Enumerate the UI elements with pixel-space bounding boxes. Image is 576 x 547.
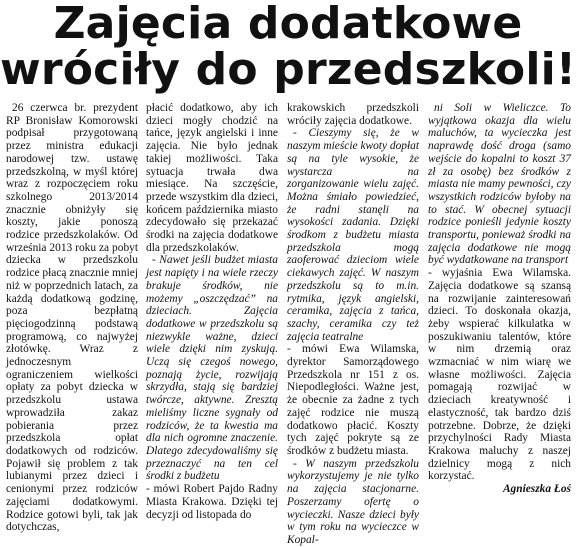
article-column-1 (6, 102, 138, 534)
quote-paragraph: ni Soli w Wieliczce. To wyjątkowa okazja dla wielu maluchów, ta wycieczka jest naprawdę dość droga (samo wejście do kopalni to koszt 37 zł za osobę) bez środków z miasta nie mamy pewności, czy wszystkich rodziców byłoby na to stać. W obecnej sytuacji rodzice ponieśli jedynie koszty transportu, ponieważ środki na zajęcia dodatkowe nie mogą być wydatkowane na transport (428, 102, 571, 267)
author-signature: Agnieszka Łoś (502, 483, 571, 496)
article-column-4 (428, 102, 571, 527)
headline-line-1: Zajęcia dodatkowe (53, 0, 523, 49)
paragraph: - wyjaśnia Ewa Wilamska. Zajęcia dodatkowe są szansą na rozwijanie zainteresowań dzieci. To doskonała okazja, żeby wspierać kilkulatka w poszukiwaniu talentów, które w nim drzemią oraz wzmacniać w nim wiarę we własne możliwości. Zajęcia pomagają rozwijać w dzieciach kreatywność i elastyczność, tak bardzo dziś potrzebne. Dobrze, że dzięki przychylności Rady Miasta Krakowa maluchy z naszej dzielnicy mogą z nich korzystać. (428, 267, 571, 483)
quote-paragraph: - W naszym przedszkolu wykorzystujemy je nie tylko na zajęcia stacjonarne. Poszerzamy ofertę o wycieczki. Nasze dzieci były w tym roku na wycieczce w Kopal- (287, 457, 419, 546)
article-column-3 (287, 102, 419, 546)
headline-line-2: wróciły do przedszkoli! (0, 44, 576, 95)
paragraph: 26 czerwca br. prezydent RP Bronisław Komorowski podpisał przygotowaną przez ministra edukacji narodowej tzw. ustawę przedszkolną, w myśl której wraz z rozpoczęciem roku szkolnego 2013/2014 znacznie obniżyły się koszty, jakie ponoszą rodzice przedszkolaków. Od września 2013 roku za pobyt dziecka w przedszkolu rodzice płacą znacznie mniej niż w poprzednich latach, za każdą dodatkową godzinę, poza bezpłatną pięciogodzinną podstawą programową, co najwyżej złotówkę. Wraz z jednoczesnym ograniczeniem wielkości opłaty za pobyt dziecka w przedszkolu ustawa wprowadziła zakaz pobierania przez przedszkola opłat dodatkowych od rodziców. Pojawił się problem z tak lubianymi przez dzieci i cenionymi przez rodziców zajęciami dodatkowymi. Rodzice gotowi byli, tak jak dotychczas, (6, 102, 138, 534)
paragraph: - mówi Robert Pajdo Radny Miasta Krakowa. Dzięki tej decyzji od listopada do (146, 483, 278, 521)
paragraph: krakowskich przedszkoli wróciły zajęcia dodatkowe. (287, 102, 419, 127)
paragraph: - mówi Ewa Wilamska, dyrektor Samorządowego Przedszkola nr 151 z os. Niepodległości. Ważne jest, że obecnie za żadne z tych zajęć rodzice nie muszą dodatkowo płacić. Koszty tych zajęć pokryte są ze środków z budżetu miasta. (287, 343, 419, 457)
quote-paragraph: - Nawet jeśli budżet miasta jest napięty i na wiele rzeczy brakuje środków, nie możemy „oszczędzać” na dzieciach. Zajęcia dodatkowe w przedszkolu są niezwykle ważne, dzieci wiele dzięki nim zyskują. Uczą się czegoś nowego, poznają życie, rozwijają skrzydła, stają się bardziej twórcze, aktywne. Zresztą mieliśmy liczne sygnały od rodziców, że ta kwestia ma dla nich ogromne znaczenie. Dlatego zdecydowaliśmy się przeznaczyć na ten cel środki z budżetu (146, 254, 278, 483)
article-headline (0, 0, 576, 98)
article-column-2 (146, 102, 278, 527)
quote-paragraph: - Cieszymy się, że w naszym mieście kwoty dopłat są na tyle wysokie, że wystarcza na zorganizowanie wielu zajęć. Można śmiało powiedzieć, że radni stanęli na wysokości zadania. Dzięki środkom z budżetu miasta przedszkola mogą zaoferować dzieciom wiele ciekawych zajęć. W naszym przedszkolu są to m.in. rytmika, język angielski, ceramika, zajęcia z tańca, szachy, ceramika czy też zajęcia teatralne (287, 127, 419, 343)
paragraph: płacić dodatkowo, aby ich dzieci mogły chodzić na tańce, język angielski i inne zajęcia. Nie było jednak takiej możliwości. Taka sytuacja trwała dwa miesiące. Na szczęście, przede wszystkim dla dzieci, końcem października miasto zdecydowało się przekazać środki na zajęcia dodatkowe dla przedszkolaków. (146, 102, 278, 254)
